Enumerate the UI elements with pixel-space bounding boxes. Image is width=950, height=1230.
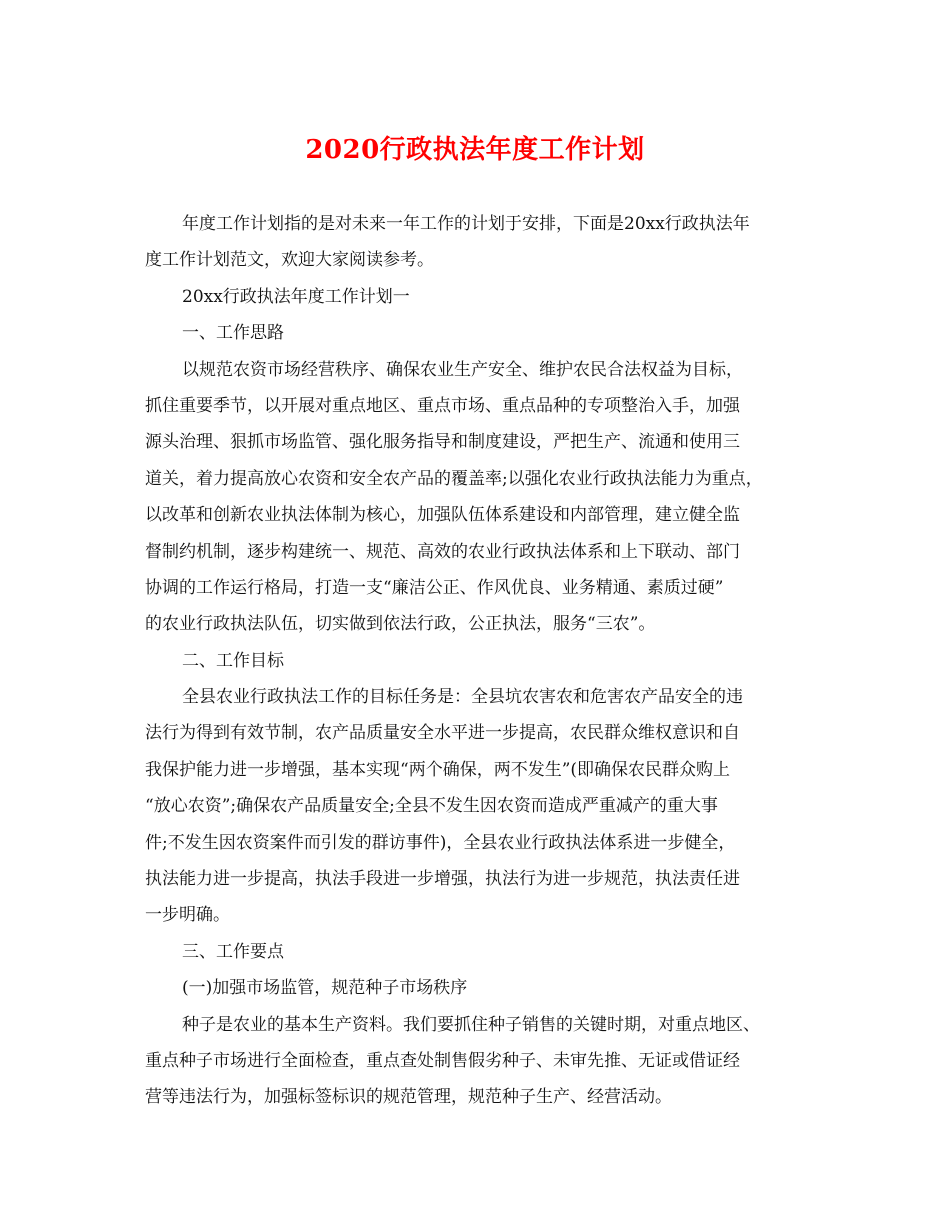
body-text-line: 执法能力进一步提高，执法手段进一步增强，执法行为进一步规范，执法责任进 xyxy=(145,869,740,890)
body-text-line: 种子是农业的基本生产资料。我们要抓住种子销售的关键时期，对重点地区、 xyxy=(182,1014,760,1035)
body-text-line: (一)加强市场监管，规范种子市场秩序 xyxy=(182,978,468,999)
body-text-line: 法行为得到有效节制，农产品质量安全水平进一步提高，农民群众维权意识和自 xyxy=(145,723,740,744)
document-body xyxy=(145,206,825,1116)
body-text-line: 以改革和创新农业执法体制为核心，加强队伍体系建设和内部管理，建立健全监 xyxy=(145,505,740,526)
body-text-line: 一步明确。 xyxy=(145,905,230,926)
body-text-line: 二、工作目标 xyxy=(182,650,284,671)
body-text-line: 源头治理、狠抓市场监管、强化服务指导和制度建设，严把生产、流通和使用三 xyxy=(145,432,740,453)
body-text-line: 我保护能力进一步增强，基本实现“两个确保，两不发生”(即确保农民群众购上 xyxy=(145,759,731,780)
body-text-line: 的农业行政执法队伍，切实做到依法行政，公正执法，服务“三农”。 xyxy=(145,614,656,635)
document-title: 2020行政执法年度工作计划 xyxy=(305,135,645,165)
body-text-line: 全县农业行政执法工作的目标任务是：全县坑农害农和危害农产品安全的违 xyxy=(182,687,743,708)
body-text-line: 20xx行政执法年度工作计划一 xyxy=(182,286,410,307)
body-text-line: 道关，着力提高放心农资和安全农产品的覆盖率;以强化农业行政执法能力为重点， xyxy=(145,468,763,489)
body-text-line: 重点种子市场进行全面检查，重点查处制售假劣种子、未审先推、无证或借证经 xyxy=(145,1050,740,1071)
body-text-line: 一、工作思路 xyxy=(182,323,284,344)
body-text-line: 抓住重要季节，以开展对重点地区、重点市场、重点品种的专项整治入手，加强 xyxy=(145,395,740,416)
body-text-line: 件;不发生因农资案件而引发的群访事件)，全县农业行政执法体系进一步健全， xyxy=(145,832,736,853)
body-text-line: “放心农资”;确保农产品质量安全;全县不发生因农资而造成严重减产的重大事 xyxy=(145,796,718,817)
body-text-line: 三、工作要点 xyxy=(182,941,284,962)
body-text-line: 营等违法行为，加强标签标识的规范管理，规范种子生产、经营活动。 xyxy=(145,1087,672,1108)
body-text-line: 以规范农资市场经营秩序、确保农业生产安全、维护农民合法权益为目标， xyxy=(182,359,743,380)
body-text-line: 协调的工作运行格局，打造一支“廉洁公正、作风优良、业务精通、素质过硬” xyxy=(145,577,724,598)
body-text-line: 督制约机制，逐步构建统一、规范、高效的农业行政执法体系和上下联动、部门 xyxy=(145,541,740,562)
body-text-line: 年度工作计划指的是对未来一年工作的计划于安排，下面是20xx行政执法年 xyxy=(182,214,750,234)
body-text-line: 度工作计划范文，欢迎大家阅读参考。 xyxy=(145,250,434,271)
